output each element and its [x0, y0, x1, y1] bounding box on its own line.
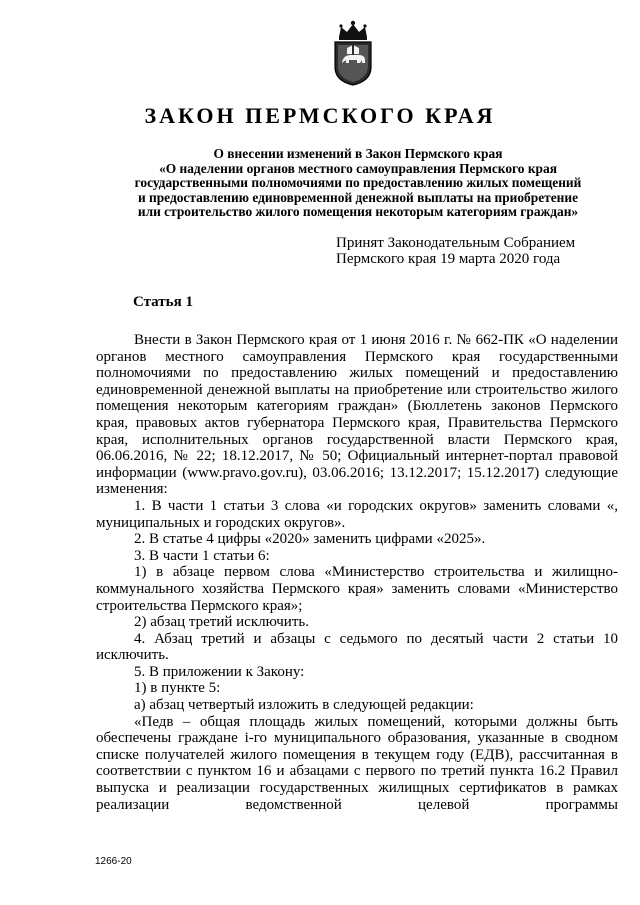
- paragraph: 1) в абзаце первом слова «Министерство строительства и жилищно-коммунального хозяйства Пермского края» заменить словами «Министерство строительства Пермского края»;: [96, 564, 618, 614]
- paragraph: 5. В приложении к Закону:: [134, 663, 305, 680]
- adoption-line: Пермского края 19 марта 2020 года: [336, 251, 561, 267]
- subtitle-line: и предоставлению единовременной денежной выплаты на приобретение: [137, 189, 579, 205]
- paragraph: Внести в Закон Пермского края от 1 июня 2016 г. № 662-ПК «О наделении органов местного самоуправления Пермского края государственными полномочиями по предоставлению жилых помещений и предоставлению единовременной денежной выплаты на приобретение или строительство жилого помещения некоторым категориям граждан» (Бюллетень законов Пермского края, правовых актов губернатора Пермского края, Правительства Пермского края, исполнительных органов государственной власти Пермского края, 06.06.2016, № 22; 18.12.2017, № 50; Официальный интернет-портал правовой информации (www.pravo.gov.ru), 03.06.2016; 13.12.2017; 15.12.2017) следующие изменения:: [96, 332, 618, 498]
- paragraph: 1) в пункте 5:: [134, 680, 221, 697]
- adoption-line: Принят Законодательным Собранием: [336, 235, 576, 251]
- paragraph: 1. В части 1 статьи 3 слова «и городских округов» заменить словами «, муниципальных и городских округов».: [96, 497, 618, 531]
- article-heading: Статья 1: [133, 294, 193, 310]
- adoption-note: [336, 235, 575, 267]
- document-code: 1266-20: [95, 856, 132, 867]
- law-subtitle: [88, 147, 628, 220]
- subtitle-line: О внесении изменений в Закон Пермского края: [213, 146, 503, 161]
- paragraph: 3. В части 1 статьи 6:: [134, 547, 270, 564]
- paragraph: «Педв – общая площадь жилых помещений, которыми должны быть обеспечены граждане i-го муниципального образования, указанные в сводном списке получателей жилого помещения в текущем году (ЕДВ), рассчитанная в соответствии с пунктом 16 и абзацами с первого по третий пункта 16.2 Правил выпуска и реализации государственных жилищных сертификатов в рамках реализации ведомственной целевой программы: [96, 713, 618, 813]
- paragraph: 2. В статье 4 цифры «2020» заменить цифрами «2025».: [134, 531, 486, 548]
- paragraph: 4. Абзац третий и абзацы с седьмого по десятый части 2 статьи 10 исключить.: [96, 630, 618, 664]
- paragraph: а) абзац четвертый изложить в следующей редакции:: [134, 697, 474, 714]
- paragraph: 2) абзац третий исключить.: [134, 614, 309, 631]
- law-title: ЗАКОН ПЕРМСКОГО КРАЯ: [144, 103, 496, 128]
- subtitle-line: «О наделении органов местного самоуправления Пермского края: [159, 160, 557, 176]
- subtitle-line: или строительство жилого помещения некоторым категориям граждан»: [137, 204, 579, 219]
- article-body: [96, 332, 618, 813]
- coat-of-arms-icon: [327, 19, 379, 87]
- subtitle-line: государственными полномочиями по предоставлению жилых помещений: [134, 175, 582, 190]
